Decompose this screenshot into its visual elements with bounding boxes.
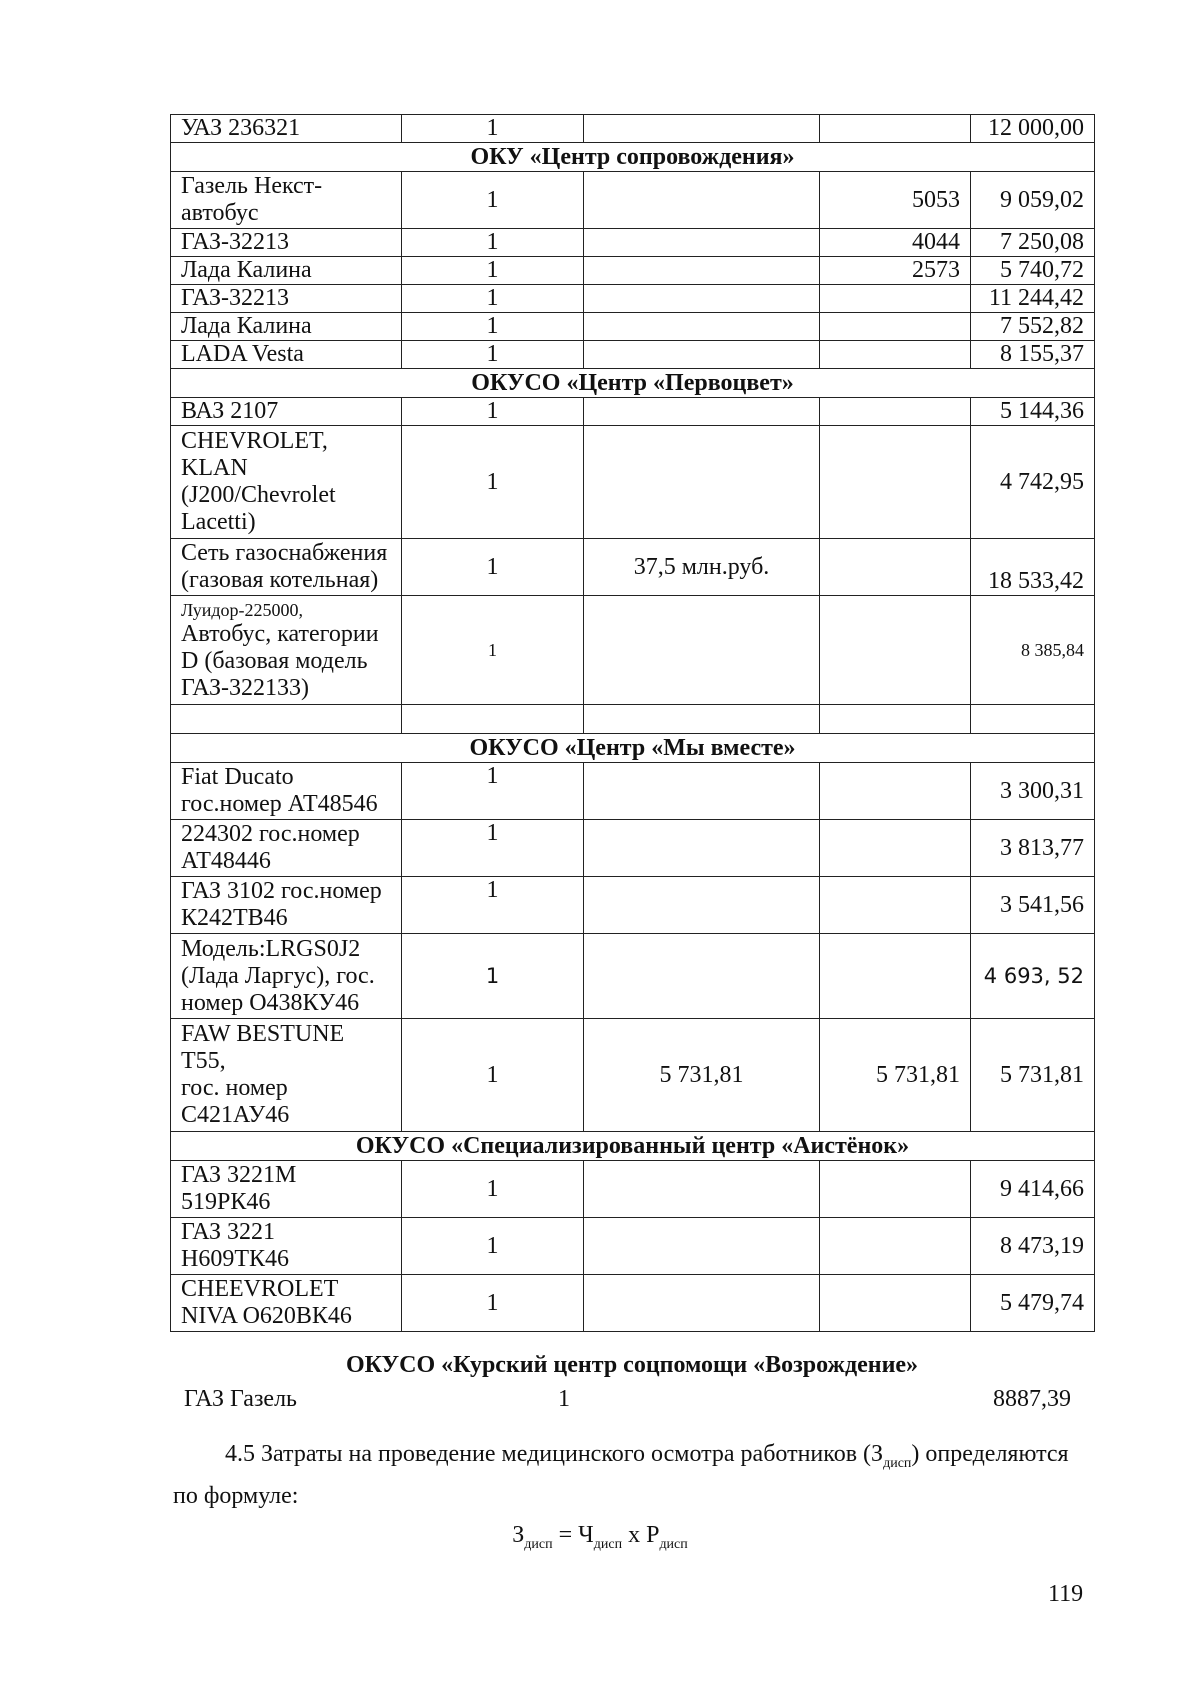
- cell-col4: [820, 877, 971, 934]
- cell-col3: [584, 1218, 820, 1275]
- cell-qty: 1: [402, 341, 584, 369]
- cell-name: [171, 1161, 402, 1218]
- cell-col4: [820, 285, 971, 313]
- table-row: [171, 1275, 1095, 1332]
- section-heading: ОКУСО «Центр «Первоцвет»: [171, 369, 1095, 398]
- row-qty: 1: [558, 1386, 570, 1412]
- cell-col3: [584, 398, 820, 426]
- section-heading: ОКУ «Центр сопровождения»: [171, 143, 1095, 172]
- cell-sum: 8 385,84: [971, 596, 1095, 705]
- cell-qty: 1: [402, 257, 584, 285]
- cell-sum: 12 000,00: [971, 115, 1095, 143]
- cell-col4: 2573: [820, 257, 971, 285]
- cell-qty: 1: [402, 1218, 584, 1275]
- cell-qty: 1: [402, 539, 584, 596]
- cell-sum: 3 813,77: [971, 820, 1095, 877]
- cell-col3: [584, 1161, 820, 1218]
- table-row: [171, 426, 1095, 539]
- table-row: [171, 539, 1095, 596]
- cell-qty: 1: [402, 229, 584, 257]
- cell-name: [171, 313, 402, 341]
- cell-qty: 1: [402, 172, 584, 229]
- cell-qty: [402, 705, 584, 734]
- cell-name: [171, 229, 402, 257]
- table-row: [171, 115, 1095, 143]
- table-row: [171, 705, 1095, 734]
- cell-qty: 1: [402, 1019, 584, 1132]
- cell-col4: 4044: [820, 229, 971, 257]
- cell-name: [171, 1275, 402, 1332]
- section-heading: ОКУСО «Центр «Мы вместе»: [171, 734, 1095, 763]
- cell-name-text: ГАЗ 3221 Н609ТК46: [181, 1219, 289, 1272]
- table-row: [171, 877, 1095, 934]
- table-row: [171, 341, 1095, 369]
- section-row: [171, 369, 1095, 398]
- cell-qty: 1: [402, 398, 584, 426]
- cell-name: [171, 172, 402, 229]
- cell-col3: [584, 820, 820, 877]
- cell-col3: [584, 172, 820, 229]
- formula-x: х: [622, 1522, 647, 1548]
- section-heading-vozrozhdenie: ОКУСО «Курский центр соцпомощи «Возрождение»: [345, 1352, 919, 1378]
- cell-col3: [584, 1275, 820, 1332]
- cell-qty: 1: [402, 934, 584, 1019]
- cell-qty: 1: [402, 426, 584, 539]
- cell-name-text: ГАЗ 3221М 519РК46: [181, 1162, 297, 1215]
- paragraph-text-end: ) определяются по формуле:: [173, 1441, 1069, 1509]
- formula-z-sub: дисп: [524, 1536, 553, 1552]
- cell-sum: 18 533,42: [971, 539, 1095, 596]
- cell-name-text: ГАЗ-32213: [181, 229, 290, 255]
- cell-name-text: CHEVROLET, KLAN (J200/Chevrolet Lacetti): [181, 428, 336, 535]
- cell-name: [171, 934, 402, 1019]
- cell-col3: [584, 705, 820, 734]
- cell-name: [171, 763, 402, 820]
- formula: [0, 1522, 1200, 1553]
- cell-col4: [820, 398, 971, 426]
- cell-name-text: Fiat Ducato гос.номер АТ48546: [181, 764, 378, 817]
- table-row: [171, 596, 1095, 705]
- cell-name-text: ВАЗ 2107: [181, 398, 279, 424]
- cell-col3: [584, 285, 820, 313]
- cell-qty: 1: [402, 1275, 584, 1332]
- cell-name: [171, 285, 402, 313]
- cell-name-text: Лада Калина: [181, 313, 312, 339]
- cell-col4: [820, 763, 971, 820]
- cell-name-text: FAW BESTUNE T55, гос. номер С421АУ46: [181, 1021, 345, 1128]
- table-row: [171, 934, 1095, 1019]
- cell-col4: [820, 934, 971, 1019]
- cell-sum: 5 479,74: [971, 1275, 1095, 1332]
- cell-col3: [584, 313, 820, 341]
- cell-col4: [820, 820, 971, 877]
- table-row: [171, 257, 1095, 285]
- cell-sum: 8 155,37: [971, 341, 1095, 369]
- formula-p-sub: дисп: [659, 1536, 688, 1552]
- cell-name: [171, 820, 402, 877]
- cell-name-text: Автобус, категории D (базовая модель ГАЗ-322133): [181, 620, 379, 701]
- cell-col3: [584, 763, 820, 820]
- formula-p: Р: [646, 1522, 660, 1548]
- cell-name-text: Газель Некст- автобус: [181, 173, 323, 226]
- formula-eq: =: [552, 1522, 579, 1548]
- cell-name-small: Луидор-225000,: [181, 599, 304, 620]
- cell-col3: 37,5 млн.руб.: [584, 539, 820, 596]
- cell-qty: 1: [402, 313, 584, 341]
- cell-qty: 1: [402, 285, 584, 313]
- cell-sum: 11 244,42: [971, 285, 1095, 313]
- cell-col4: [820, 705, 971, 734]
- paragraph-4-5: [173, 1438, 1097, 1512]
- cell-name-text: 224302 гос.номер АТ48446: [181, 821, 360, 874]
- cell-name: [171, 539, 402, 596]
- cell-sum: 4 693, 52: [971, 934, 1095, 1019]
- cell-name: [171, 115, 402, 143]
- cell-col4: [820, 596, 971, 705]
- formula-z: З: [512, 1522, 525, 1548]
- table-row: [171, 1019, 1095, 1132]
- row-name: ГАЗ Газель: [184, 1386, 298, 1412]
- cell-col3: [584, 934, 820, 1019]
- cell-sum: 5 740,72: [971, 257, 1095, 285]
- cell-col3: [584, 877, 820, 934]
- cell-name-text: УАЗ 236321: [181, 115, 301, 141]
- cell-col4: 5053: [820, 172, 971, 229]
- vehicle-cost-table: [170, 114, 1095, 1332]
- table-row: [171, 398, 1095, 426]
- cell-col4: [820, 1275, 971, 1332]
- cell-sum: 8 473,19: [971, 1218, 1095, 1275]
- cell-name-text: Модель:LRGS0J2 (Лада Ларгус), гос. номер О438КУ46: [181, 935, 375, 1016]
- cell-name-text: LADA Vesta: [181, 341, 304, 367]
- table-row: [171, 1161, 1095, 1218]
- table-row: [171, 313, 1095, 341]
- cell-name: [171, 1218, 402, 1275]
- page-number: 119: [1048, 1581, 1084, 1607]
- cell-col3: [584, 257, 820, 285]
- cell-name-text: Сеть газоснабжения (газовая котельная): [181, 540, 388, 593]
- cell-name: [171, 341, 402, 369]
- cell-col4: [820, 313, 971, 341]
- cell-qty: 1: [402, 877, 584, 934]
- cell-qty: 1: [402, 1161, 584, 1218]
- formula-ch-sub: дисп: [593, 1536, 623, 1552]
- cell-name: [171, 596, 402, 705]
- cell-col4: [820, 539, 971, 596]
- cell-name-text: CHEEVROLET NIVA О620ВК46: [181, 1276, 352, 1329]
- formula-ch: Ч: [578, 1522, 594, 1548]
- table-row: [171, 820, 1095, 877]
- paragraph-text: 4.5 Затраты на проведение медицинского осмотра работников (З: [225, 1441, 884, 1467]
- cell-col3: [584, 426, 820, 539]
- cell-name-text: ГАЗ-32213: [181, 285, 290, 311]
- section-heading: ОКУСО «Специализированный центр «Аистёнок»: [171, 1132, 1095, 1161]
- cell-sum: 9 059,02: [971, 172, 1095, 229]
- paragraph-subscript: дисп: [883, 1455, 912, 1471]
- row-sum: 8887,39: [993, 1386, 1071, 1412]
- cell-name: [171, 877, 402, 934]
- cell-col4: [820, 115, 971, 143]
- cell-col3: 5 731,81: [584, 1019, 820, 1132]
- cell-col3: [584, 115, 820, 143]
- cell-qty: 1: [402, 820, 584, 877]
- table-row: [171, 763, 1095, 820]
- cell-sum: 9 414,66: [971, 1161, 1095, 1218]
- cell-sum: 4 742,95: [971, 426, 1095, 539]
- cell-name-text: Лада Калина: [181, 257, 312, 283]
- cell-sum: 5 731,81: [971, 1019, 1095, 1132]
- cell-name: [171, 705, 402, 734]
- cell-sum: 3 541,56: [971, 877, 1095, 934]
- cell-name: [171, 1019, 402, 1132]
- cell-qty: 1: [402, 596, 584, 705]
- table-row: [171, 229, 1095, 257]
- cell-col3: [584, 596, 820, 705]
- cell-name-text: ГАЗ 3102 гос.номер К242ТВ46: [181, 878, 382, 931]
- cell-qty: 1: [402, 763, 584, 820]
- cell-sum: 7 552,82: [971, 313, 1095, 341]
- cell-col4: [820, 1161, 971, 1218]
- cell-name: [171, 398, 402, 426]
- cell-sum: [971, 705, 1095, 734]
- table-row: [171, 285, 1095, 313]
- cell-col4: [820, 426, 971, 539]
- cell-col3: [584, 229, 820, 257]
- cell-col4: [820, 341, 971, 369]
- cell-name: [171, 426, 402, 539]
- cell-sum: 3 300,31: [971, 763, 1095, 820]
- cell-name: [171, 257, 402, 285]
- cell-col4: 5 731,81: [820, 1019, 971, 1132]
- cell-sum: 7 250,08: [971, 229, 1095, 257]
- table-row: [171, 1218, 1095, 1275]
- cell-col3: [584, 341, 820, 369]
- section-row: [171, 734, 1095, 763]
- table-row: [171, 172, 1095, 229]
- cell-sum: 5 144,36: [971, 398, 1095, 426]
- cell-col4: [820, 1218, 971, 1275]
- section-row: [171, 1132, 1095, 1161]
- section-row: [171, 143, 1095, 172]
- cell-qty: 1: [402, 115, 584, 143]
